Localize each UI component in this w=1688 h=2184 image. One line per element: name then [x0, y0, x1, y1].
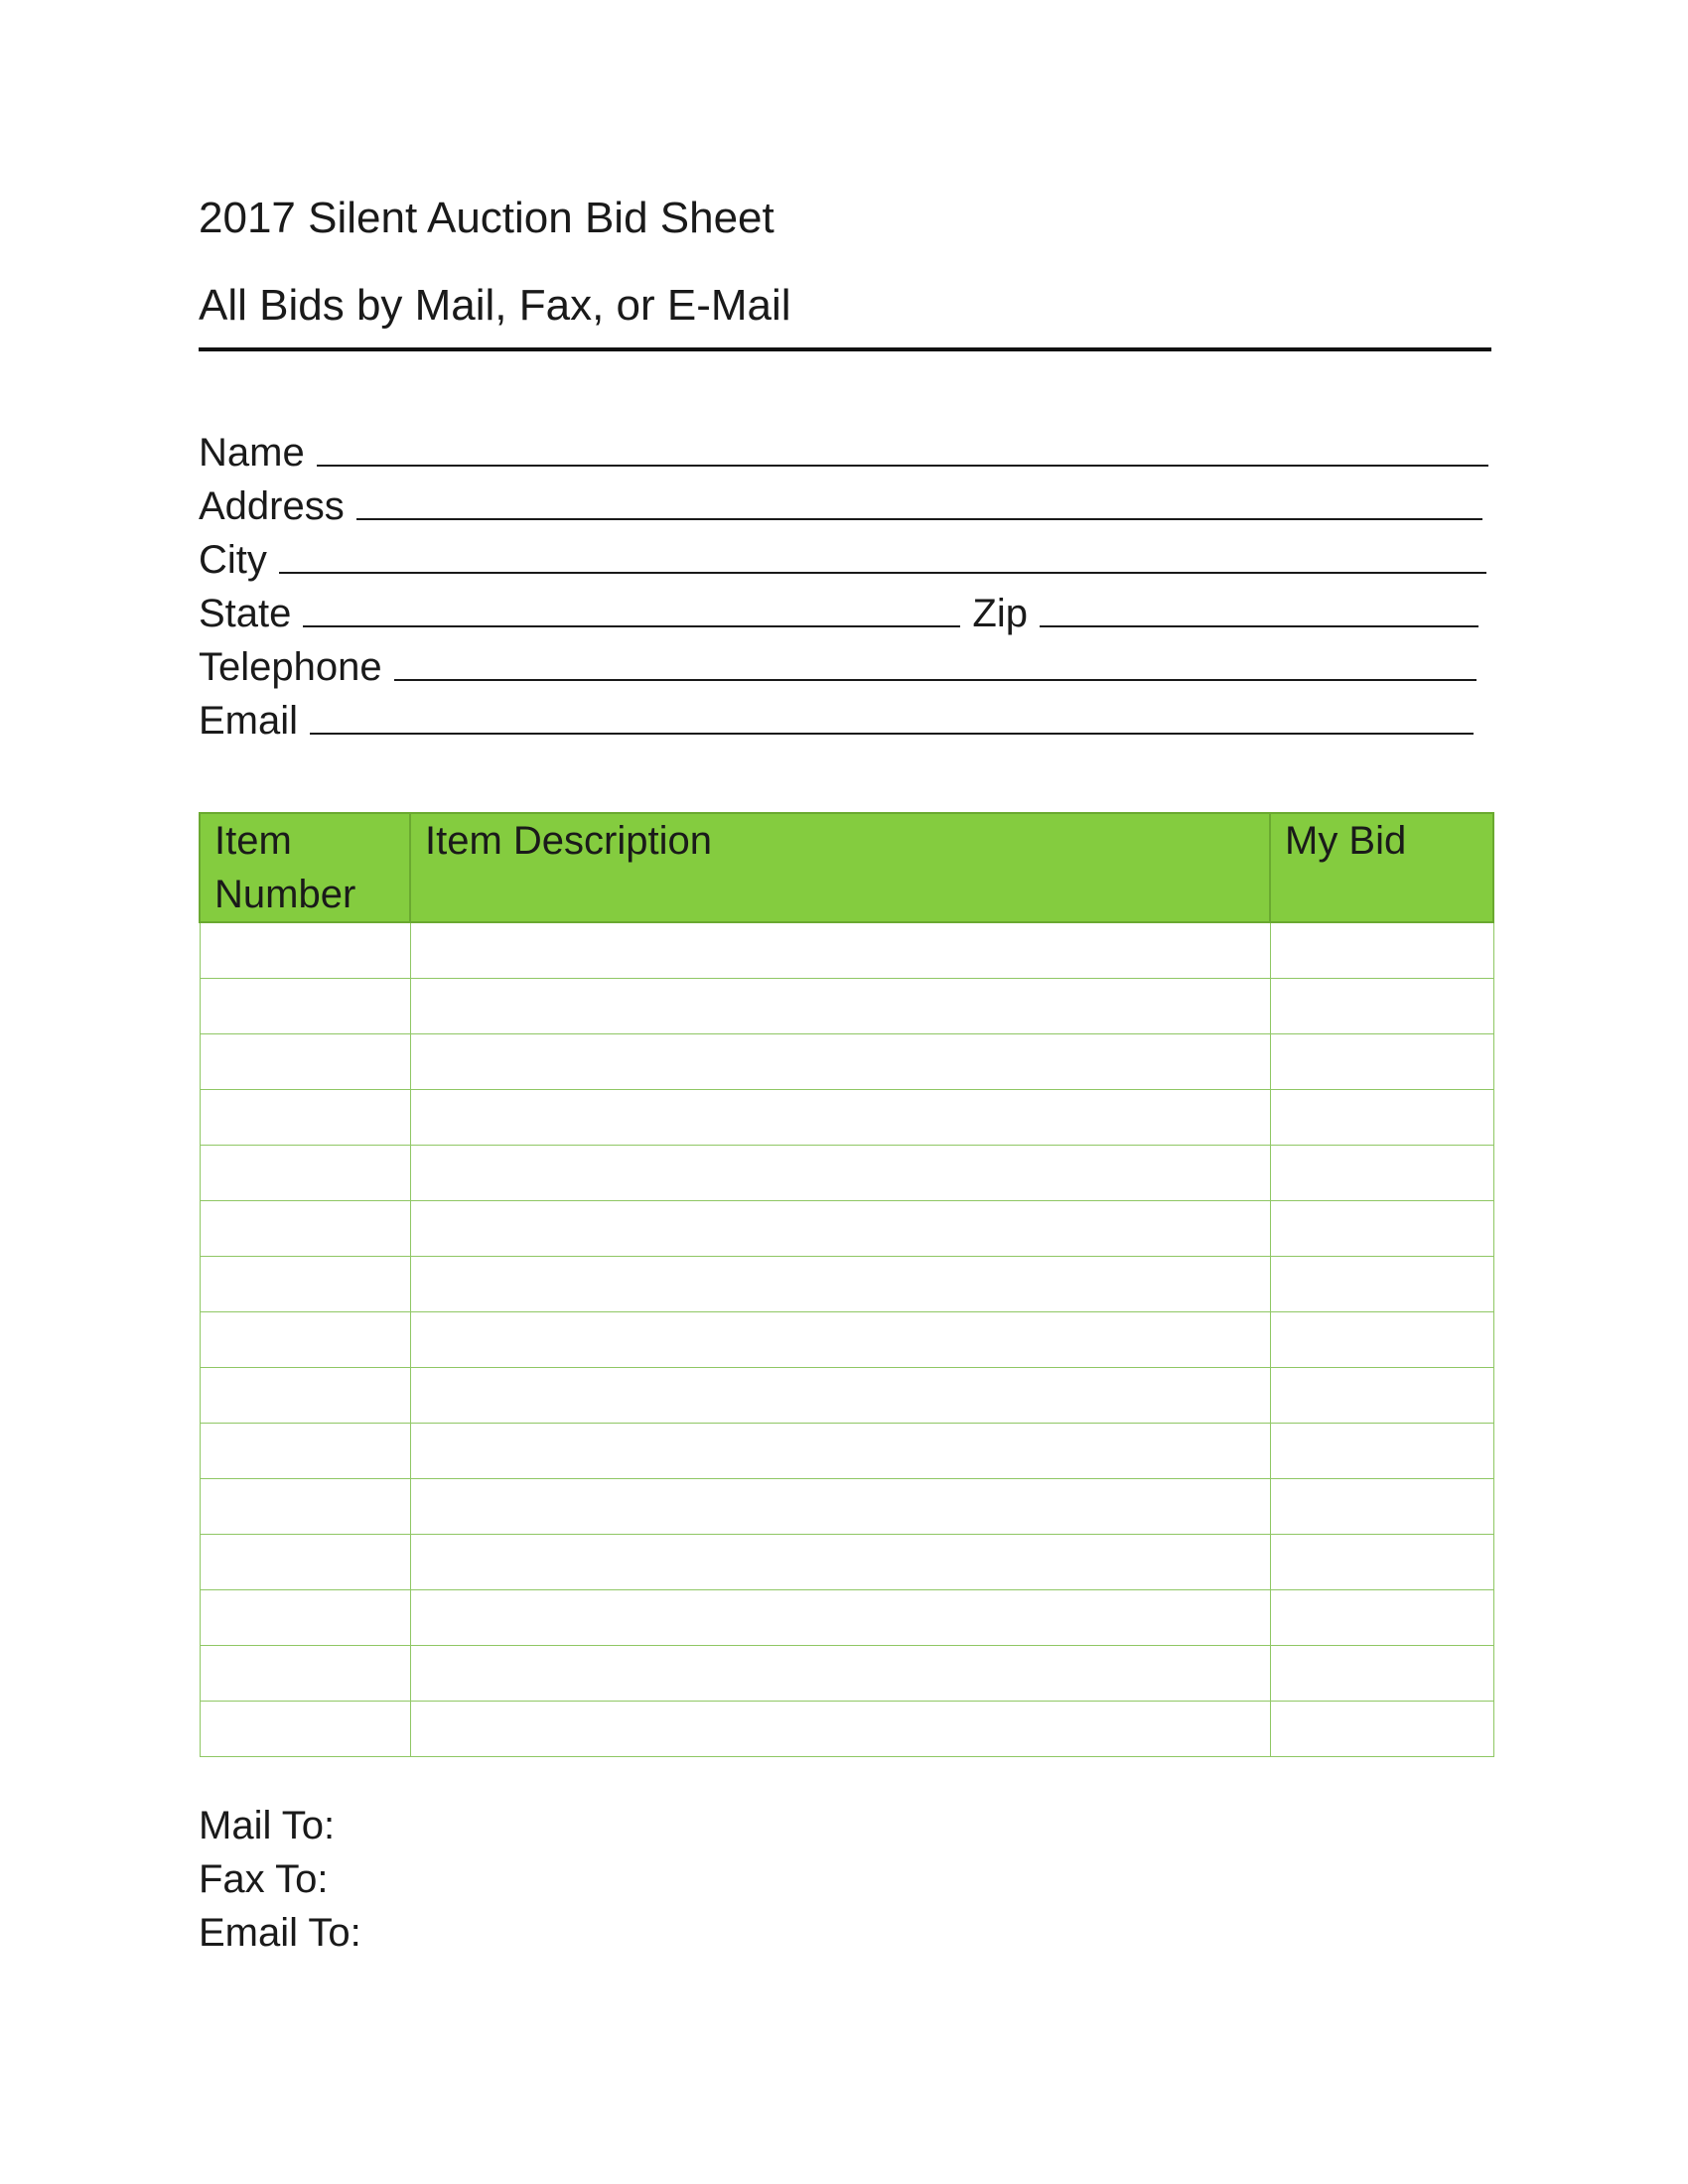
table-row: [200, 1645, 1493, 1701]
item-number-cell[interactable]: [200, 1589, 410, 1645]
name-blank-line[interactable]: [317, 465, 1488, 467]
fax-to-label: Fax To:: [199, 1857, 329, 1901]
item-number-cell[interactable]: [200, 1534, 410, 1589]
table-row: [200, 1256, 1493, 1311]
table-row: [200, 1478, 1493, 1534]
my-bid-cell[interactable]: [1270, 1423, 1493, 1478]
item-number-cell[interactable]: [200, 978, 410, 1033]
city-blank-line[interactable]: [279, 572, 1486, 574]
address-field[interactable]: [199, 478, 1482, 530]
my-bid-cell[interactable]: [1270, 1033, 1493, 1089]
item-number-cell[interactable]: [200, 922, 410, 978]
my-bid-cell[interactable]: [1270, 922, 1493, 978]
item-number-cell[interactable]: [200, 1423, 410, 1478]
item-description-cell[interactable]: [410, 1200, 1270, 1256]
table-row: [200, 1311, 1493, 1367]
table-row: [200, 978, 1493, 1033]
page-title: 2017 Silent Auction Bid Sheet: [199, 194, 774, 242]
item-number-cell[interactable]: [200, 1311, 410, 1367]
item-number-cell[interactable]: [200, 1033, 410, 1089]
telephone-blank-line[interactable]: [394, 679, 1477, 681]
item-description-cell[interactable]: [410, 922, 1270, 978]
my-bid-cell[interactable]: [1270, 1311, 1493, 1367]
item-number-cell[interactable]: [200, 1478, 410, 1534]
telephone-label: Telephone: [199, 645, 382, 689]
my-bid-cell[interactable]: [1270, 1701, 1493, 1756]
city-field[interactable]: [199, 532, 1486, 584]
item-description-cell[interactable]: [410, 1701, 1270, 1756]
table-row: [200, 1145, 1493, 1200]
address-label: Address: [199, 484, 345, 528]
email-field[interactable]: [199, 693, 1474, 745]
my-bid-cell[interactable]: [1270, 1367, 1493, 1423]
item-description-cell[interactable]: [410, 1256, 1270, 1311]
mail-to-label: Mail To:: [199, 1804, 336, 1847]
zip-blank-line[interactable]: [1040, 625, 1478, 627]
item-number-cell[interactable]: [200, 1200, 410, 1256]
item-number-header: Item Number: [200, 813, 410, 922]
my-bid-cell[interactable]: [1270, 1645, 1493, 1701]
my-bid-cell[interactable]: [1270, 1534, 1493, 1589]
table-row: [200, 1033, 1493, 1089]
item-description-cell[interactable]: [410, 1033, 1270, 1089]
item-description-cell[interactable]: [410, 978, 1270, 1033]
name-field[interactable]: [199, 425, 1488, 477]
address-blank-line[interactable]: [356, 518, 1482, 520]
page-subtitle: All Bids by Mail, Fax, or E-Mail: [199, 281, 791, 330]
item-description-header: Item Description: [410, 813, 1270, 922]
bid-table-header-row: [200, 813, 1493, 922]
email-blank-line[interactable]: [310, 733, 1474, 735]
item-description-cell[interactable]: [410, 1089, 1270, 1145]
my-bid-cell[interactable]: [1270, 1145, 1493, 1200]
table-row: [200, 1589, 1493, 1645]
table-row: [200, 1534, 1493, 1589]
table-row: [200, 1089, 1493, 1145]
name-label: Name: [199, 431, 305, 475]
table-row: [200, 1200, 1493, 1256]
item-number-cell[interactable]: [200, 1367, 410, 1423]
item-number-cell[interactable]: [200, 1145, 410, 1200]
table-row: [200, 1423, 1493, 1478]
item-description-cell[interactable]: [410, 1311, 1270, 1367]
item-description-cell[interactable]: [410, 1589, 1270, 1645]
state-blank-line[interactable]: [303, 625, 960, 627]
item-number-cell[interactable]: [200, 1645, 410, 1701]
city-label: City: [199, 538, 267, 582]
header-divider: [199, 347, 1491, 351]
my-bid-cell[interactable]: [1270, 978, 1493, 1033]
item-description-cell[interactable]: [410, 1423, 1270, 1478]
state-label: State: [199, 592, 292, 635]
my-bid-header: My Bid: [1270, 813, 1493, 922]
item-number-cell[interactable]: [200, 1089, 410, 1145]
my-bid-cell[interactable]: [1270, 1589, 1493, 1645]
my-bid-cell[interactable]: [1270, 1256, 1493, 1311]
item-description-cell[interactable]: [410, 1534, 1270, 1589]
my-bid-cell[interactable]: [1270, 1200, 1493, 1256]
table-row: [200, 922, 1493, 978]
item-number-cell[interactable]: [200, 1701, 410, 1756]
email-label: Email: [199, 699, 299, 743]
item-number-cell[interactable]: [200, 1256, 410, 1311]
bid-table-body: [200, 922, 1493, 1756]
my-bid-cell[interactable]: [1270, 1478, 1493, 1534]
telephone-field[interactable]: [199, 639, 1477, 691]
state-zip-field[interactable]: [199, 586, 1478, 637]
email-to-label: Email To:: [199, 1911, 361, 1955]
zip-label: Zip: [972, 592, 1028, 635]
my-bid-cell[interactable]: [1270, 1089, 1493, 1145]
bid-table: [199, 812, 1494, 1757]
table-row: [200, 1701, 1493, 1756]
item-description-cell[interactable]: [410, 1145, 1270, 1200]
item-description-cell[interactable]: [410, 1478, 1270, 1534]
table-row: [200, 1367, 1493, 1423]
item-description-cell[interactable]: [410, 1367, 1270, 1423]
item-description-cell[interactable]: [410, 1645, 1270, 1701]
